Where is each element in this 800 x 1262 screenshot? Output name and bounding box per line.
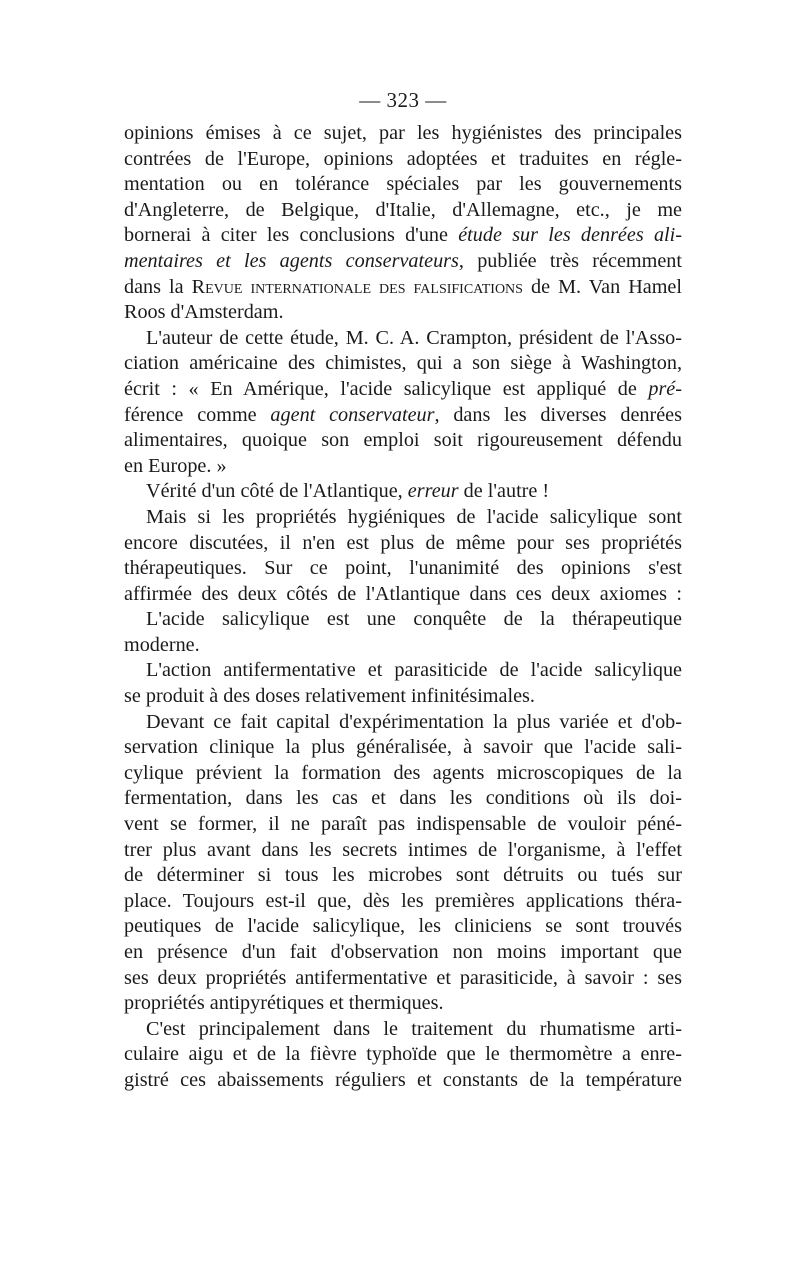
text-line: de déterminer si tous les microbes sont détruits ou tués sur: [124, 864, 682, 887]
text-line: culaire aigu et de la fièvre typhoïde que le thermomètre a enre-: [124, 1043, 682, 1066]
text-line: servation clinique la plus généralisée, à savoir que l'acide sali-: [124, 736, 682, 759]
text-line: fermentation, dans les cas et dans les conditions où ils doi-: [124, 787, 682, 810]
text-line: gistré ces abaissements réguliers et constants de la température: [124, 1068, 682, 1091]
text-line: affirmée des deux côtés de l'Atlantique dans ces deux axiomes :: [124, 582, 682, 605]
text-line: propriétés antipyrétiques et thermiques.: [124, 992, 444, 1015]
text-line: peutiques de l'acide salicylique, les cliniciens se sont trouvés: [124, 915, 682, 938]
text-line: bornerai à citer les conclusions d'une étude sur les denrées ali-: [124, 224, 682, 247]
page-number: — 323 —: [359, 88, 447, 112]
text-line: L'auteur de cette étude, M. C. A. Crampton, président de l'Asso-: [146, 326, 682, 349]
text-line: Devant ce fait capital d'expérimentation la plus variée et d'ob-: [146, 710, 682, 733]
text-line: ciation américaine des chimistes, qui a son siège à Washington,: [124, 352, 682, 375]
text-line: C'est principalement dans le traitement du rhumatisme arti-: [146, 1017, 682, 1040]
text-line: L'action antifermentative et parasiticide de l'acide salicylique: [146, 659, 682, 682]
text-line: ses deux propriétés antifermentative et parasiticide, à savoir : ses: [124, 966, 682, 989]
text-line: Vérité d'un côté de l'Atlantique, erreur de l'autre !: [146, 480, 550, 503]
text-line: en Europe. »: [124, 454, 227, 477]
text-line: alimentaires, quoique son emploi soit rigoureusement défendu: [124, 429, 682, 452]
text-line: L'acide salicylique est une conquête de la thérapeutique: [146, 608, 682, 631]
text-line: cylique prévient la formation des agents microscopiques de la: [124, 761, 682, 784]
text-line: mentaires et les agents conservateurs, publiée très récemment: [124, 249, 682, 272]
text-line: d'Angleterre, de Belgique, d'Italie, d'Allemagne, etc., je me: [124, 198, 682, 221]
text-line: thérapeutiques. Sur ce point, l'unanimité des opinions s'est: [124, 557, 682, 580]
body-text: [124, 121, 682, 1094]
text-line: trer plus avant dans les secrets intimes de l'organisme, à l'effet: [124, 838, 682, 861]
text-line: en présence d'un fait d'observation non moins important que: [124, 941, 682, 963]
text-line: mentation ou en tolérance spéciales par les gouvernements: [124, 173, 682, 196]
text-line: contrées de l'Europe, opinions adoptées et traduites en régle-: [124, 147, 682, 170]
text-line: férence comme agent conservateur, dans les diverses denrées: [124, 403, 682, 426]
text-line: Roos d'Amsterdam.: [124, 301, 284, 324]
text-line: place. Toujours est-il que, dès les premières applications théra-: [124, 889, 682, 912]
book-page: [124, 88, 682, 1094]
text-line: Mais si les propriétés hygiéniques de l'acide salicylique sont: [146, 505, 682, 528]
text-line: vent se former, il ne paraît pas indispensable de vouloir péné-: [124, 813, 682, 836]
text-line: dans la Revue internationale des falsifications de M. Van Hamel: [124, 275, 683, 298]
text-line: encore discutées, il n'en est plus de même pour ses propriétés: [124, 531, 682, 554]
text-line: écrit : « En Amérique, l'acide salicylique est appliqué de pré-: [124, 377, 682, 400]
text-line: se produit à des doses relativement infinitésimales.: [124, 685, 535, 708]
text-line: opinions émises à ce sujet, par les hygiénistes des principales: [124, 122, 682, 144]
text-line: moderne.: [124, 633, 200, 656]
